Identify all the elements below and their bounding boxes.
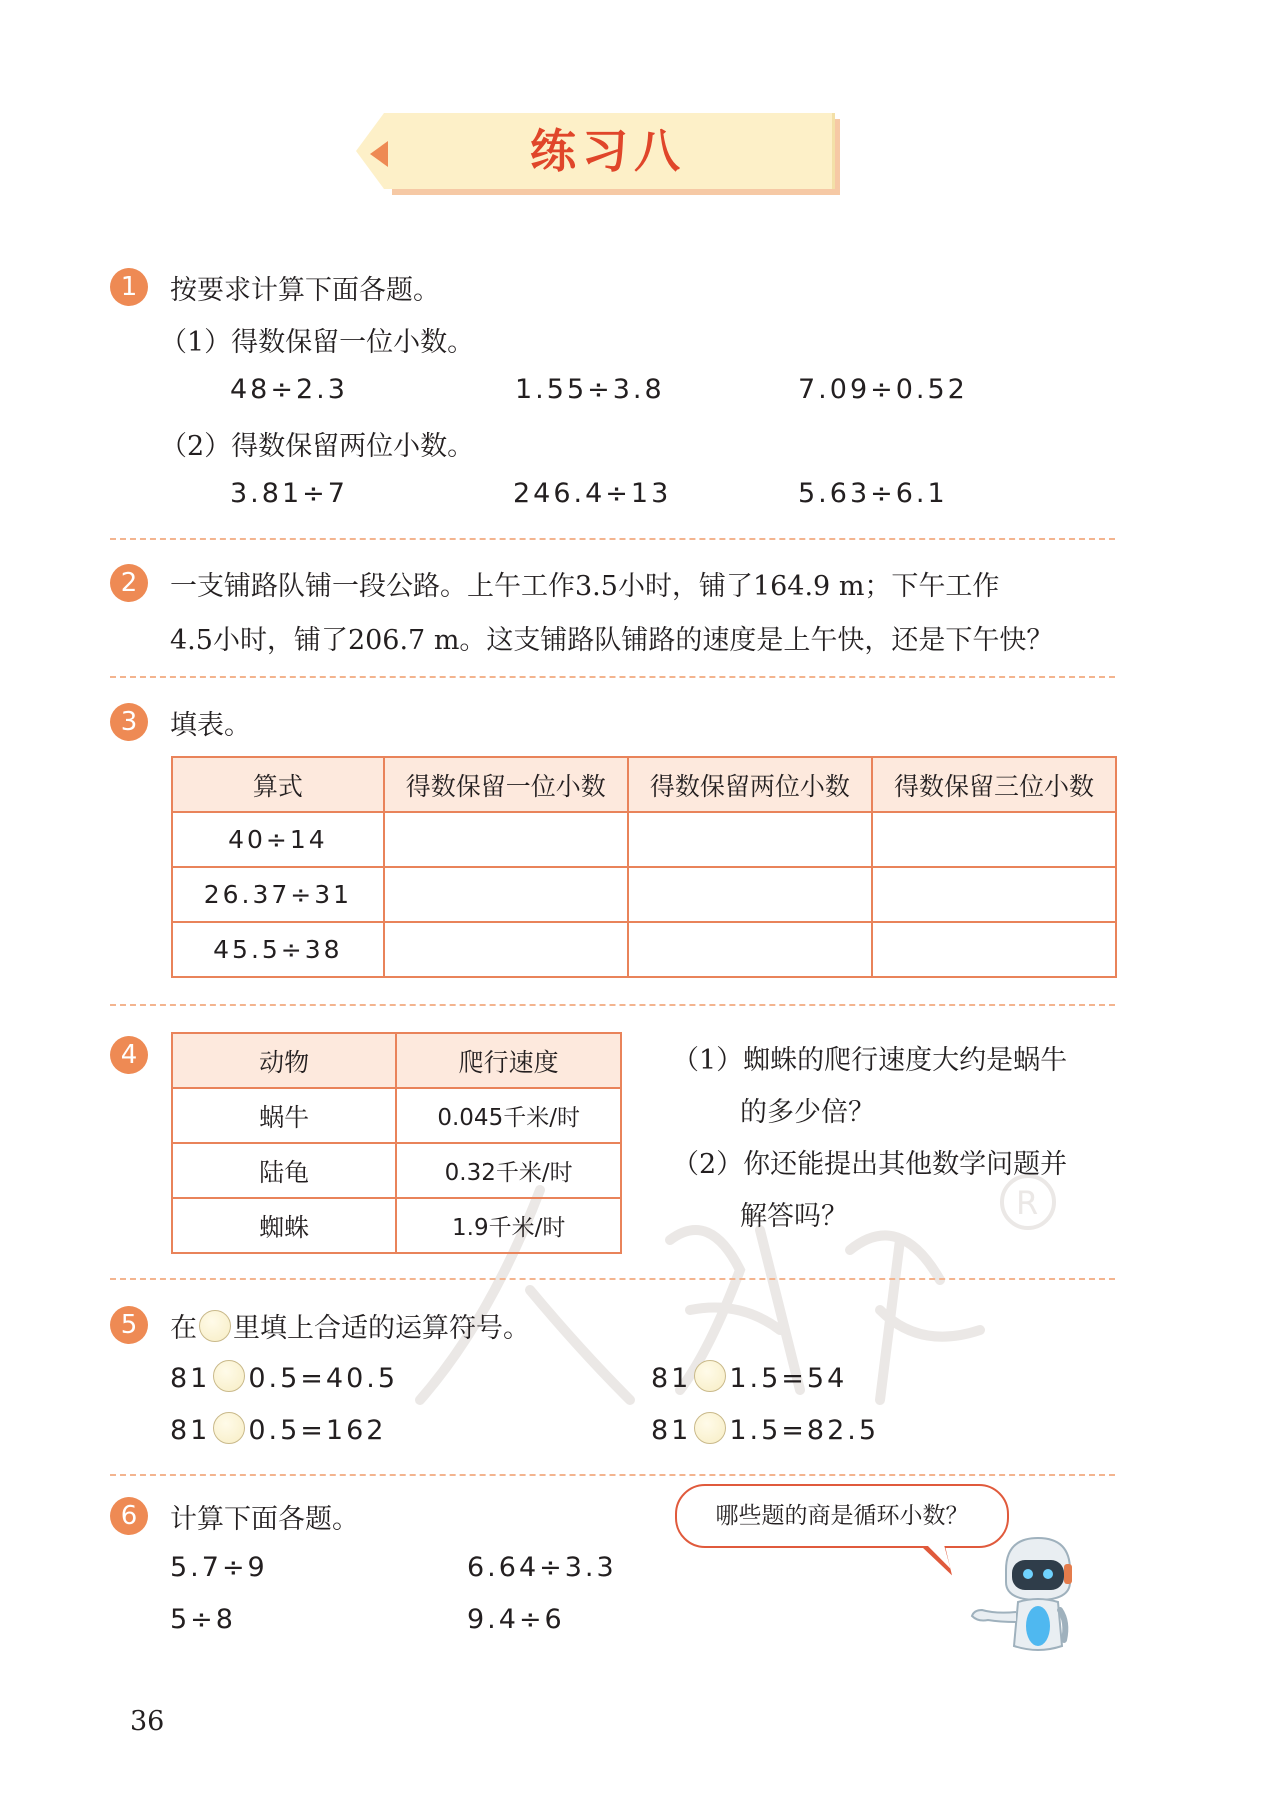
table-header: 动物 [172, 1033, 396, 1088]
question-number-6: 6 [110, 1497, 148, 1535]
operand-left: 81 [651, 1415, 692, 1446]
q4-sub1-line1: （1）蜘蛛的爬行速度大约是蜗牛 [672, 1045, 1068, 1076]
operand-left: 81 [170, 1363, 211, 1394]
q1-part2-label: （2）得数保留两位小数。 [160, 431, 475, 462]
q5-text-after: 里填上合适的运算符号。 [233, 1313, 530, 1344]
operand-left: 81 [170, 1415, 211, 1446]
title-banner [370, 113, 840, 195]
question-number-5: 5 [110, 1306, 148, 1344]
section-divider [110, 1474, 1115, 1476]
animal-speed: 1.9千米/时 [396, 1198, 621, 1253]
operator-blank[interactable] [694, 1412, 726, 1444]
q1-part1-expr: 7.09÷0.52 [798, 374, 968, 405]
table-row [172, 922, 1116, 977]
svg-text:R: R [1016, 1184, 1039, 1222]
operator-blank[interactable] [213, 1360, 245, 1392]
table-header: 得数保留三位小数 [872, 757, 1116, 812]
question-number-4: 4 [110, 1036, 148, 1074]
q5-text-before: 在 [170, 1313, 197, 1344]
table-cell-expression: 26.37÷31 [172, 867, 384, 922]
page-title: 练习八 [530, 124, 686, 178]
animal-speed: 0.045千米/时 [396, 1088, 621, 1143]
q1-instruction: 按要求计算下面各题。 [170, 275, 440, 306]
table-row [172, 1088, 621, 1143]
q1-part2-expr: 5.63÷6.1 [798, 478, 948, 509]
answer-cell[interactable] [628, 922, 872, 977]
q2-text-line2: 4.5小时，铺了206.7 m。这支铺路队铺路的速度是上午快，还是下午快？ [170, 625, 1054, 656]
circle-blank-icon [199, 1310, 231, 1342]
answer-cell[interactable] [872, 867, 1116, 922]
table-row [172, 1198, 621, 1253]
operator-blank[interactable] [213, 1412, 245, 1444]
table-header: 爬行速度 [396, 1033, 621, 1088]
animal-name: 蜗牛 [172, 1088, 396, 1143]
operand-left: 81 [651, 1363, 692, 1394]
answer-cell[interactable] [384, 922, 628, 977]
answer-cell[interactable] [628, 812, 872, 867]
q1-part1-expr: 48÷2.3 [230, 374, 348, 405]
operand-right: 1.5=54 [729, 1363, 848, 1394]
answer-cell[interactable] [384, 812, 628, 867]
table-row [172, 1143, 621, 1198]
answer-cell[interactable] [628, 867, 872, 922]
operator-blank[interactable] [694, 1360, 726, 1392]
q4-sub2-line2: 解答吗？ [740, 1201, 848, 1232]
q6-expr: 5÷8 [170, 1604, 236, 1635]
animal-name: 蜘蛛 [172, 1198, 396, 1253]
animal-speed: 0.32千米/时 [396, 1143, 621, 1198]
table-row [172, 867, 1116, 922]
q5-item [170, 1360, 398, 1394]
table-header: 得数保留两位小数 [628, 757, 872, 812]
answer-cell[interactable] [872, 922, 1116, 977]
q5-item [651, 1360, 847, 1394]
section-divider [110, 1278, 1115, 1280]
operand-right: 0.5=40.5 [248, 1363, 399, 1394]
table-cell-expression: 40÷14 [172, 812, 384, 867]
q3-instruction: 填表。 [170, 710, 251, 741]
q6-expr: 9.4÷6 [467, 1604, 565, 1635]
robot-mascot-icon [960, 1530, 1090, 1660]
section-divider [110, 538, 1115, 540]
q2-text-line1: 一支铺路队铺一段公路。上午工作3.5小时，铺了164.9 m；下午工作 [170, 571, 1000, 602]
q5-item [651, 1412, 879, 1446]
operand-right: 0.5=162 [248, 1415, 387, 1446]
q6-expr: 5.7÷9 [170, 1552, 268, 1583]
q4-speed-table [171, 1032, 622, 1254]
question-number-2: 2 [110, 564, 148, 602]
question-number-3: 3 [110, 703, 148, 741]
q3-fill-table [171, 756, 1117, 978]
answer-cell[interactable] [872, 812, 1116, 867]
q1-part2-expr: 3.81÷7 [230, 478, 348, 509]
speech-bubble: 哪些题的商是循环小数？ [675, 1484, 1009, 1548]
q5-instruction [170, 1306, 530, 1345]
q4-sub1-line2: 的多少倍？ [740, 1097, 875, 1128]
operand-right: 1.5=82.5 [729, 1415, 880, 1446]
section-divider [110, 1004, 1115, 1006]
table-header: 算式 [172, 757, 384, 812]
table-cell-expression: 45.5÷38 [172, 922, 384, 977]
q1-part2-expr: 246.4÷13 [513, 478, 672, 509]
q6-expr: 6.64÷3.3 [467, 1552, 617, 1583]
page-number: 36 [130, 1706, 165, 1737]
q5-item [170, 1412, 386, 1446]
q4-sub2-line1: （2）你还能提出其他数学问题并 [672, 1149, 1068, 1180]
table-header: 得数保留一位小数 [384, 757, 628, 812]
table-row [172, 812, 1116, 867]
answer-cell[interactable] [384, 867, 628, 922]
question-number-1: 1 [110, 268, 148, 306]
q1-part1-expr: 1.55÷3.8 [515, 374, 665, 405]
animal-name: 陆龟 [172, 1143, 396, 1198]
section-divider [110, 676, 1115, 678]
q1-part1-label: （1）得数保留一位小数。 [160, 327, 475, 358]
q6-instruction: 计算下面各题。 [170, 1504, 359, 1535]
